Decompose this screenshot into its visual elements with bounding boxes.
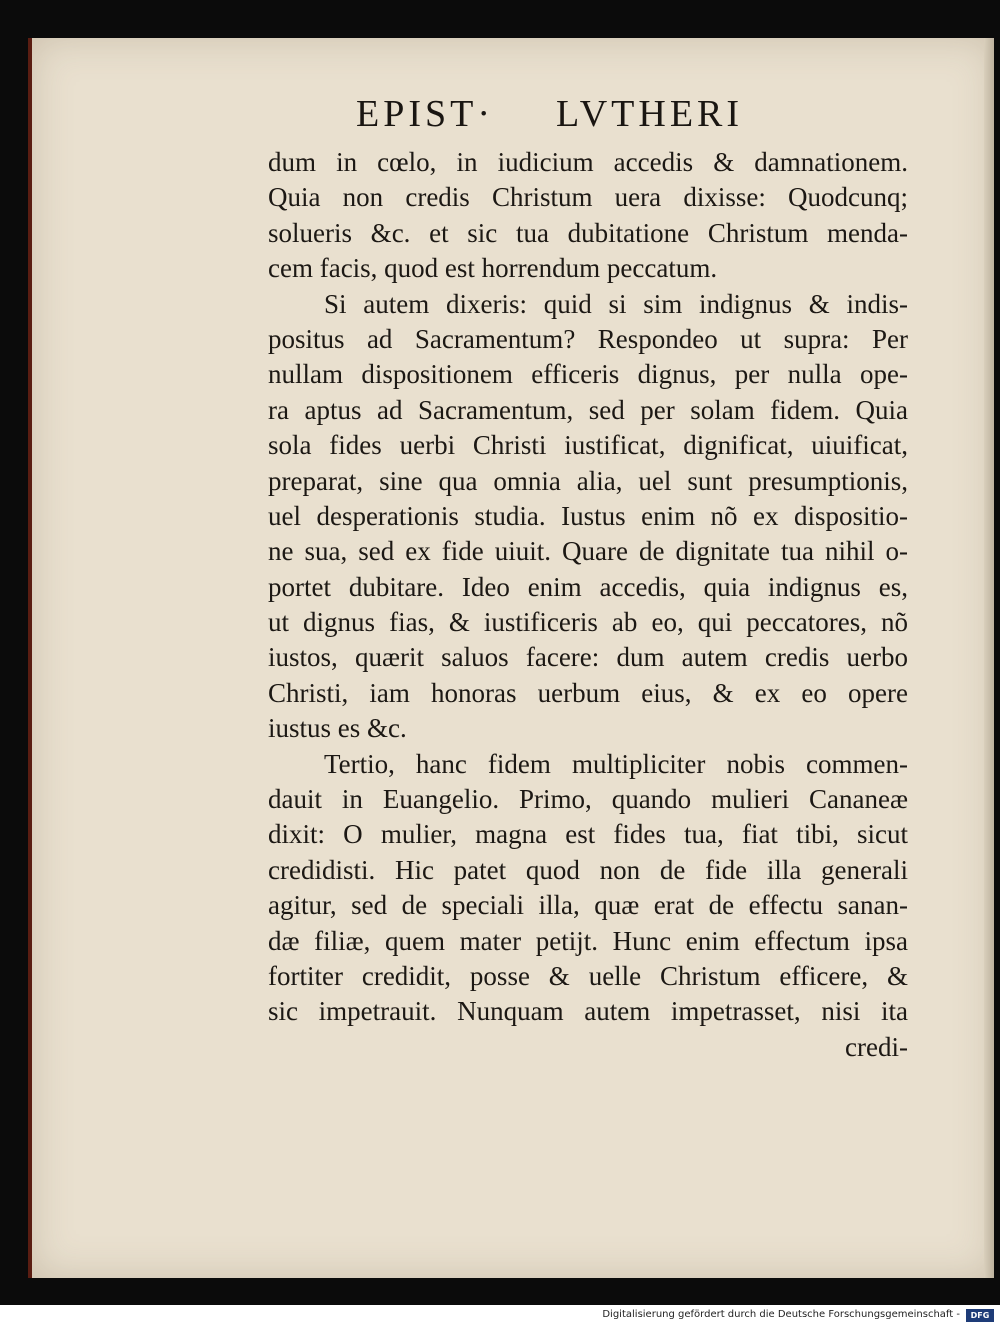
text-line: agitur, sed de speciali illa, quæ erat de effectu sanan- bbox=[268, 890, 908, 921]
text-line: nullam dispositionem efficeris dignus, per nulla ope- bbox=[268, 359, 908, 390]
text-line: credidisti. Hic patet quod non de fide illa generali bbox=[268, 854, 908, 885]
text-line: Christi, iam honoras uerbum eius, & ex eo opere bbox=[268, 677, 908, 708]
body-text bbox=[268, 145, 908, 1065]
text-line: cem facis, quod est horrendum peccatum. bbox=[268, 253, 718, 284]
text-line: ra aptus ad Sacramentum, sed per solam fidem. Quia bbox=[268, 394, 908, 425]
text-line: Quia non credis Christum uera dixisse: Quodcunq; bbox=[268, 182, 908, 213]
text-line: fortiter credidit, posse & uelle Christum efficere, & bbox=[268, 960, 908, 991]
dfg-logo-icon: DFG bbox=[966, 1309, 994, 1322]
text-line: ut dignus fias, & iustificeris ab eo, qui peccatores, nõ bbox=[268, 607, 908, 638]
running-head-right: LVTHERI bbox=[556, 93, 744, 135]
text-line: dixit: O mulier, magna est fides tua, fiat tibi, sicut bbox=[268, 819, 908, 850]
catchword: credi- bbox=[845, 1031, 908, 1062]
text-line: sola fides uerbi Christi iustificat, dignificat, uiuificat, bbox=[268, 430, 908, 461]
text-line: Tertio, hanc fidem multipliciter nobis commen- bbox=[324, 748, 908, 779]
text-line: uel desperationis studia. Iustus enim nõ ex dispositio- bbox=[268, 500, 908, 531]
text-line: iustos, quærit saluos facere: dum autem credis uerbo bbox=[268, 642, 908, 673]
text-line: sic impetrauit. Nunquam autem impetrasset, nisi ita bbox=[268, 996, 908, 1027]
running-head-left: EPIST· bbox=[356, 93, 494, 135]
text-line: dum in cœlo, in iudicium accedis & damnationem. bbox=[268, 147, 908, 177]
text-line: ne sua, sed ex fide uiuit. Quare de dignitate tua nihil o- bbox=[268, 536, 908, 567]
text-line: portet dubitare. Ideo enim accedis, quia indignus es, bbox=[268, 571, 908, 602]
running-head bbox=[356, 92, 743, 136]
text-line: Si autem dixeris: quid si sim indignus & indis- bbox=[324, 288, 908, 319]
text-line: dæ filiæ, quem mater petijt. Hunc enim effectum ipsa bbox=[268, 925, 908, 956]
funding-credit: Digitalisierung gefördert durch die Deutsche Forschungsgemeinschaft - bbox=[602, 1309, 960, 1320]
text-line: positus ad Sacramentum? Respondeo ut supra: Per bbox=[268, 323, 908, 354]
text-line: solueris &c. et sic tua dubitatione Christum menda- bbox=[268, 217, 908, 248]
footer-bar bbox=[0, 1305, 1000, 1327]
text-line: dauit in Euangelio. Primo, quando mulieri Cananeæ bbox=[268, 784, 908, 815]
text-line: preparat, sine qua omnia alia, uel sunt presumptionis, bbox=[268, 465, 908, 496]
text-line: iustus es &c. bbox=[268, 713, 407, 744]
